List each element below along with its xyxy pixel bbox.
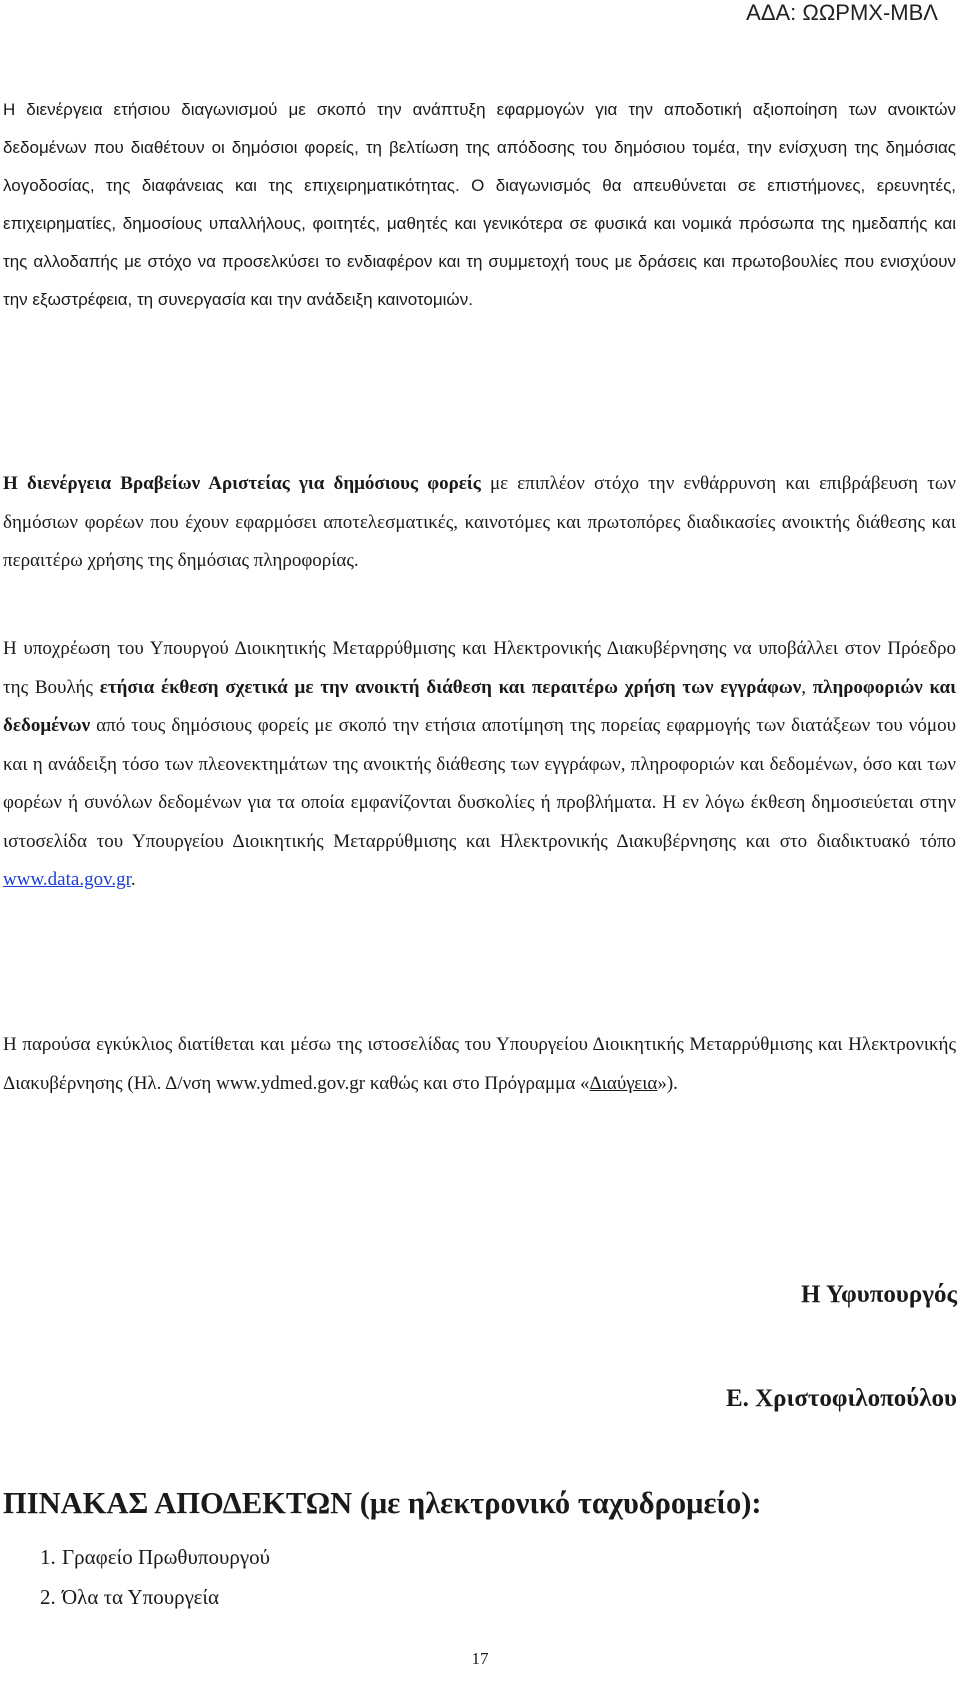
paragraph-competition-text: Η διενέργεια ετήσιου διαγωνισμού με σκοπό την ανάπτυξη εφαρμογών για την αποδοτική αξιοποίηση των ανοικτών δεδομένων που διαθέτουν οι δημόσιοι φορείς, τη βελτίωση της απόδοσης του δημόσιου τομέα, την ενίσχυση της δημόσιας λογοδοσίας, της διαφάνειας και της επιχειρηματικότητας. Ο διαγωνισμός θα απευθύνεται σε επιστήμονες, ερευνητές, επιχειρηματίες, δημοσίους υπαλλήλους, φοιτητές, μαθητές και γενικότερα σε φυσικά και νομικά πρόσωπα της ημεδαπής και της αλλοδαπής με στόχο να προσελκύσει το ενδιαφέρον και τη συμμετοχή τους με δράσεις και πρωτοβουλίες που ενισχύουν την εξωστρέφεια, τη συνεργασία και την ανάδειξη καινοτομιών. (3, 100, 956, 309)
publication-text: Η παρούσα εγκύκλιος διατίθεται και μέσω της ιστοσελίδας του Υπουργείου Διοικητικής Μεταρρύθμισης και Ηλεκτρονικής Διακυβέρνησης (Ηλ. Δ/νση www.ydmed.gov.gr καθώς και στο Πρόγραμμα « (3, 1034, 956, 1094)
paragraph-awards (3, 465, 956, 581)
list-item (40, 1577, 270, 1617)
recipients-list (40, 1537, 270, 1617)
paragraph-publication (3, 1026, 956, 1103)
report-text-1: Η υποχρέωση του Υπουργού Διοικητικής Μεταρρύθμισης και Ηλεκτρονικής Διακυβέρνησης να υποβάλλει στον Πρόεδρο της Βουλής (3, 638, 956, 698)
list-item-label: Όλα τα Υπουργεία (62, 1585, 220, 1609)
publication-end: »). (657, 1072, 678, 1094)
report-text-2: από τους δημόσιους φορείς με σκοπό την ετήσια αποτίμηση της πορείας εφαρμογής των διατάξεων του νόμου και η ανάδειξη τόσο των πλεονεκτημάτων της ανοικτής διάθεσης των εγγράφων, πληροφοριών και δεδομένων, όσο και των φορέων ή συνόλων δεδομένων για τα οποία εμφανίζονται δυσκολίες ή προβλήματα. Η εν λόγω έκθεση δημοσιεύεται στην ιστοσελίδα του Υπουργείου Διοικητικής Μεταρρύθμισης και Ηλεκτρονικής Διακυβέρνησης και στο διαδικτυακό τόπο (3, 715, 956, 852)
data-gov-link[interactable]: www.data.gov.gr (3, 869, 131, 890)
signatory-name: Ε. Χριστοφιλοπούλου (725, 1385, 957, 1412)
list-item-label: Γραφείο Πρωθυπουργού (62, 1545, 271, 1569)
ada-code: ΑΔΑ: ΩΩΡΜΧ-ΜΒΛ (746, 0, 938, 25)
signatory-title: Η Υφυπουργός (801, 1281, 957, 1308)
list-item (40, 1537, 270, 1577)
paragraph-report (3, 630, 956, 900)
report-bold-1: ετήσια έκθεση σχετικά με την ανοικτή διάθεση και περαιτέρω χρήση των εγγράφων (99, 676, 802, 698)
report-comma: , (801, 676, 813, 698)
report-bold-2: πληροφοριών και δεδομένων (3, 676, 956, 736)
awards-text: με επιπλέον στόχο την ενθάρρυνση και επιβράβευση των δημόσιων φορέων που έχουν εφαρμόσει αποτελεσματικές, καινοτόμες και πρωτοπόρες διαδικασίες ανοικτής διάθεσης και περαιτέρω χρήσης της δημόσιας πληροφορίας. (3, 473, 957, 571)
recipients-title: ΠΙΝΑΚΑΣ ΑΠΟΔΕΚΤΩΝ (με ηλεκτρονικό ταχυδρομείο): (3, 1486, 762, 1520)
diavgeia-link[interactable]: Διαύγεια (589, 1072, 658, 1094)
awards-heading-bold: Η διενέργεια Βραβείων Αριστείας για δημόσιους φορείς (3, 473, 481, 494)
list-item-number: 2. (40, 1585, 56, 1609)
paragraph-competition (3, 91, 956, 319)
report-end: . (130, 869, 136, 890)
list-item-number: 1. (40, 1545, 56, 1569)
page-number: 17 (471, 1649, 489, 1668)
